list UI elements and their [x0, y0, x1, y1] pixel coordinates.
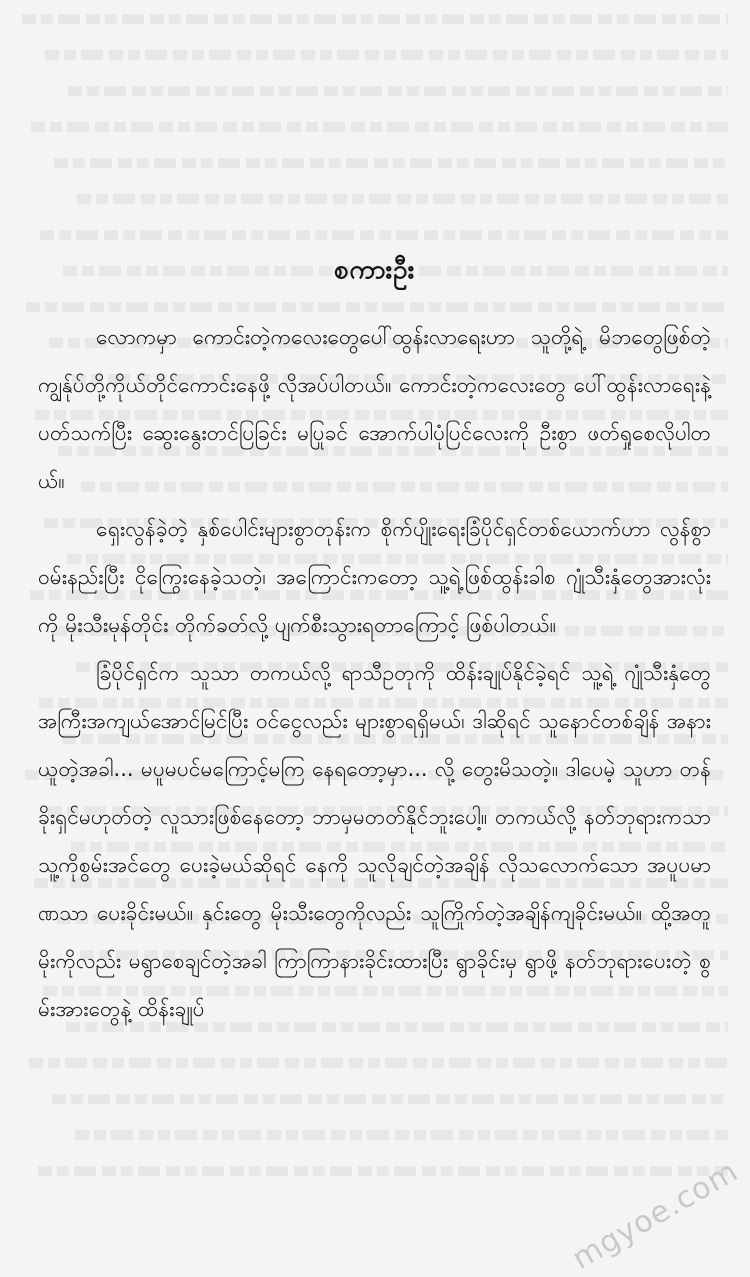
bleed-line	[22, 216, 728, 252]
bleed-line	[22, 1080, 728, 1116]
watermark: mgyoe.com	[565, 1153, 744, 1277]
paragraph-3: ခြံပိုင်ရှင်က သူသာ တကယ်လို့ ရာသီဥတုကို ထိန်းချုပ်နိုင်ခဲ့ရင် သူ့ရဲ့ ဂျုံသီးနှံတွေ အကြီးအကျယ်အောင်မြင်ပြီး ဝင်ငွေလည်း များစွာရရှိမယ်၊ ဒါဆိုရင် သူနောင်တစ်ချိန် အနားယူတဲ့အခါ... မပူမပင်မကြောင့်မကြ နေရတော့မှာ... လို့ တွေးမိသတဲ့။ ဒါပေမဲ့ သူဟာ တန်ခိုးရှင်မဟုတ်တဲ့ လူသားဖြစ်နေတော့ ဘာမှမတတ်နိုင်ဘူးပေါ့။ တကယ်လို့ နတ်ဘုရားကသာ သူ့ကိုစွမ်းအင်တွေ ပေးခဲ့မယ်ဆိုရင် နေကို သူလိုချင်တဲ့အချိန် လိုသလောက်သော အပူပမာဏသာ ပေးခိုင်းမယ်။ နှင်းတွေ မိုးသီးတွေကိုလည်း သူကြိုက်တဲ့အချိန်ကျခိုင်းမယ်။ ထို့အတူ မိုးကိုလည်း မရွာစေချင်တဲ့အခါ ကြာကြာနားခိုင်းထားပြီး ရွာခိုင်းမှ ရွာဖို့ နတ်ဘုရားပေးတဲ့ စွမ်းအားတွေနဲ့ ထိန်းချုပ်	[38, 661, 711, 1021]
bleed-line	[22, 180, 728, 216]
bleed-line	[22, 1116, 728, 1152]
book-page	[38, 252, 711, 1033]
bleed-line	[22, 72, 728, 108]
bleed-line	[22, 36, 728, 72]
bleed-line	[22, 108, 728, 144]
bleed-line	[22, 144, 728, 180]
bleed-line	[22, 1044, 728, 1080]
bleed-line	[22, 1152, 728, 1188]
paragraph-1: လောကမှာ ကောင်းတဲ့ကလေးတွေပေါ်ထွန်းလာရေးဟာ သူတို့ရဲ့ မိဘတွေဖြစ်တဲ့ ကျွန်ုပ်တို့ကိုယ်တိုင်ကောင်းနေဖို့ လိုအပ်ပါတယ်။ ကောင်းတဲ့ကလေးတွေ ပေါ်ထွန်းလာရေးနဲ့ ပတ်သက်ပြီး ဆွေးနွေးတင်ပြခြင်း မပြုခင် အောက်ပါပုံပြင်လေးကို ဦးစွာ ဖတ်ရှုစေလိုပါတယ်။	[38, 325, 711, 493]
paragraph-2: ရှေးလွန်ခဲ့တဲ့ နှစ်ပေါင်းများစွာတုန်းက စိုက်ပျိုးရေးခြံပိုင်ရှင်တစ်ယောက်ဟာ လွန်စွာဝမ်းနည်းပြီး ငိုကြွေးနေခဲ့သတဲ့၊ အကြောင်းကတော့ သူ့ရဲ့ဖြစ်ထွန်းခါစ ဂျုံသီးနှံတွေအားလုံးကို မိုးသီးမုန်တိုင်း တိုက်ခတ်လို့ ပျက်စီးသွားရတာကြောင့် ဖြစ်ပါတယ်။	[38, 517, 711, 637]
bleed-line	[22, 0, 728, 36]
chapter-title: စကားဦး	[333, 255, 416, 285]
